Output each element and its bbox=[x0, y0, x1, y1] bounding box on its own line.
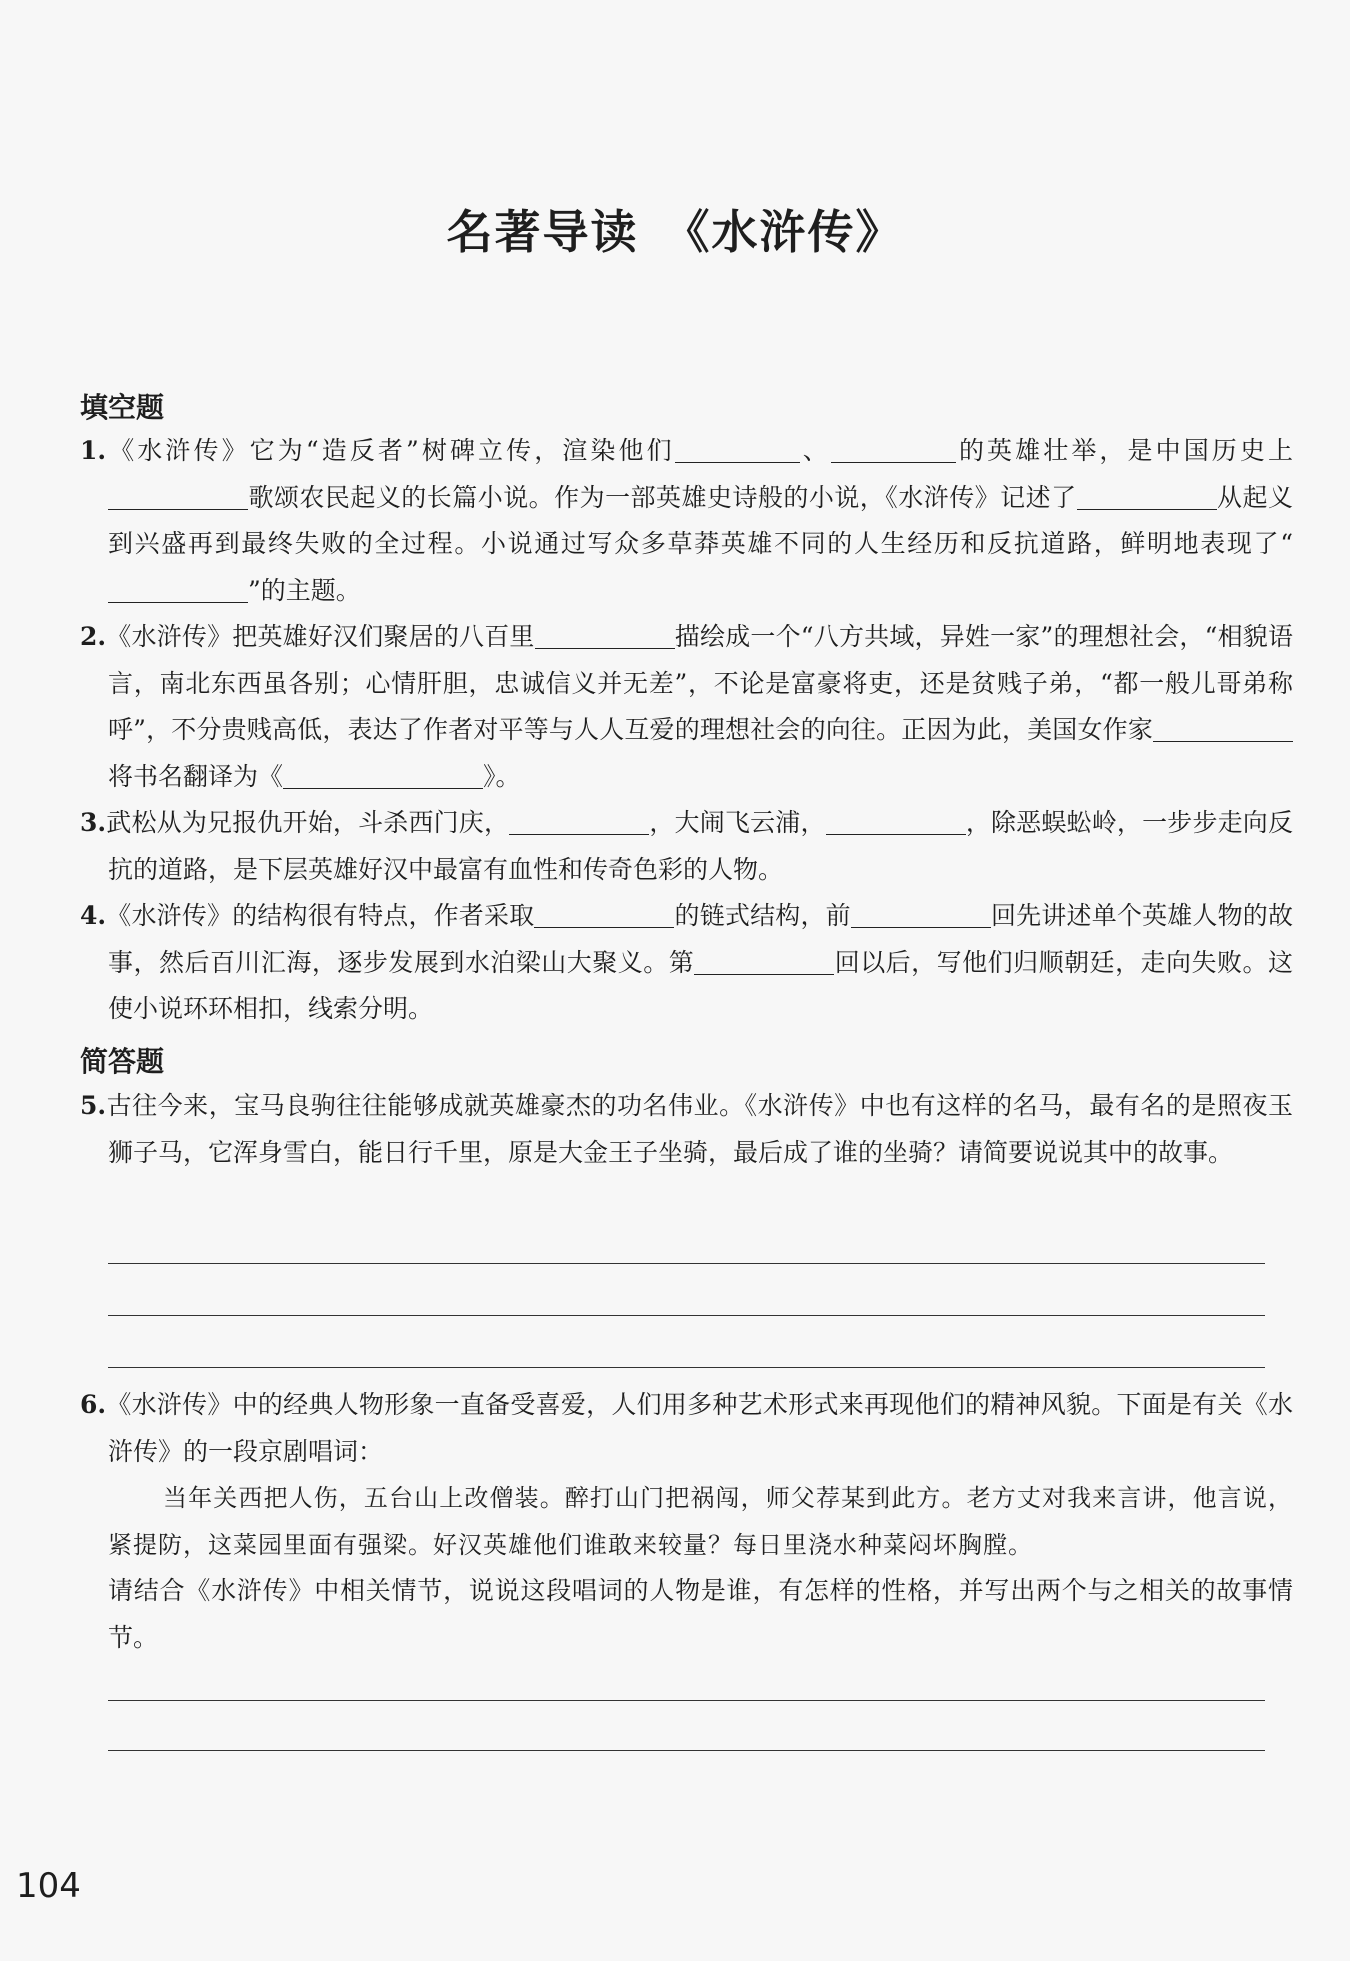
section-fill-in-title: 填空题 bbox=[80, 391, 165, 424]
question-text: 回以后，写他们归顺朝廷，走向失败。这使小说环环相扣，线索分明。 bbox=[108, 947, 1293, 1023]
question-text: 描绘成一个“八方共域，异姓一家”的理想社会，“相貌语言，南北东西虽各别；心情肝胆，忠诚信义并无差”，不论是富豪将吏，还是贫贱子弟，“都一般儿哥弟称呼”，不分贵贱高低，表达了作者对平等与人人互爱的理想社会的向往。正因为此，美国女作家 bbox=[108, 622, 1293, 744]
question-text: 、 bbox=[799, 436, 831, 465]
question-text: 将书名翻译为《 bbox=[108, 761, 284, 791]
question-number: 3. bbox=[80, 808, 107, 837]
answer-blank[interactable] bbox=[694, 944, 834, 975]
answer-blank[interactable] bbox=[283, 758, 483, 789]
question-3 bbox=[80, 800, 1293, 893]
answer-blank[interactable] bbox=[851, 897, 991, 928]
question-2 bbox=[80, 614, 1293, 800]
question-text: 请结合《水浒传》中相关情节，说说这段唱词的人物是谁，有怎样的性格，并写出两个与之相关的故事情节。 bbox=[108, 1576, 1293, 1652]
question-text: 古往今来，宝马良驹往往能够成就英雄豪杰的功名伟业。《水浒传》中也有这样的名马，最有名的是照夜玉狮子马，它浑身雪白，能日行千里，原是大金王子坐骑，最后成了谁的坐骑？请简要说说其中的故事。 bbox=[106, 1091, 1293, 1167]
page-title: 名著导读 《水浒传》 bbox=[446, 205, 904, 259]
question-number: 2. bbox=[80, 622, 107, 651]
question-text: 《水浒传》的结构很有特点，作者采取 bbox=[106, 901, 535, 930]
question-number: 1. bbox=[80, 436, 107, 465]
question-text: ”的主题。 bbox=[248, 575, 361, 605]
question-text: 歌颂农民起义的长篇小说。作为一部英雄史诗般的小说，《水浒传》记述了 bbox=[248, 482, 1077, 512]
question-1 bbox=[80, 428, 1293, 614]
question-number: 4. bbox=[80, 901, 107, 930]
answer-blank[interactable] bbox=[108, 479, 248, 510]
answer-blank[interactable] bbox=[534, 897, 674, 928]
question-text: 《水浒传》中的经典人物形象一直备受喜爱，人们用多种艺术形式来再现他们的精神风貌。下面是有关《水浒传》的一段京剧唱词： bbox=[106, 1390, 1293, 1466]
answer-blank[interactable] bbox=[1077, 479, 1217, 510]
answer-blank[interactable] bbox=[831, 432, 956, 463]
question-number: 5. bbox=[80, 1091, 107, 1120]
answer-line[interactable] bbox=[108, 1315, 1265, 1316]
question-text: 》。 bbox=[483, 761, 521, 791]
answer-blank[interactable] bbox=[826, 804, 966, 835]
question-text: 的英雄壮举，是中国历史上 bbox=[955, 436, 1293, 465]
answer-line[interactable] bbox=[108, 1750, 1265, 1751]
question-text: ，除恶蜈蚣岭，一步步走向反抗的道路，是下层英雄好汉中最富有血性和传奇色彩的人物。 bbox=[108, 808, 1293, 884]
answer-blank[interactable] bbox=[675, 432, 800, 463]
answer-line[interactable] bbox=[108, 1263, 1265, 1264]
question-text: 回先讲述单个英雄人物的故事，然后百川汇海，逐步发展到水泊梁山大聚义。第 bbox=[108, 901, 1293, 977]
question-text: 《水浒传》把英雄好汉们聚居的八百里 bbox=[106, 622, 535, 651]
question-text: 从起义到兴盛再到最终失败的全过程。小说通过写众多草莽英雄不同的人生经历和反抗道路，鲜明地表现了“ bbox=[108, 482, 1293, 558]
answer-blank[interactable] bbox=[1153, 711, 1293, 742]
question-text: 《水浒传》它为“造反者”树碑立传，渲染他们 bbox=[106, 436, 675, 465]
question-5 bbox=[80, 1083, 1293, 1176]
question-number: 6. bbox=[80, 1390, 107, 1419]
question-6 bbox=[80, 1382, 1293, 1661]
question-text: 武松从为兄报仇开始，斗杀西门庆， bbox=[106, 808, 510, 837]
answer-line[interactable] bbox=[108, 1367, 1265, 1368]
answer-blank[interactable] bbox=[535, 618, 675, 649]
opera-lyric: 当年关西把人伤，五台山上改僧装。醉打山门把祸闯，师父荐某到此方。老方丈对我来言讲，他言说，紧提防，这菜园里面有强梁。好汉英雄他们谁敢来较量？每日里浇水种菜闷坏胸膛。 bbox=[108, 1484, 1293, 1559]
answer-blank[interactable] bbox=[509, 804, 649, 835]
question-4 bbox=[80, 893, 1293, 1033]
question-text: 的链式结构，前 bbox=[674, 901, 851, 930]
answer-blank[interactable] bbox=[108, 572, 248, 603]
page-number: 104 bbox=[16, 1866, 81, 1906]
answer-line[interactable] bbox=[108, 1700, 1265, 1701]
question-text: ，大闹飞云浦， bbox=[649, 808, 826, 837]
section-short-answer-title: 简答题 bbox=[80, 1045, 165, 1078]
